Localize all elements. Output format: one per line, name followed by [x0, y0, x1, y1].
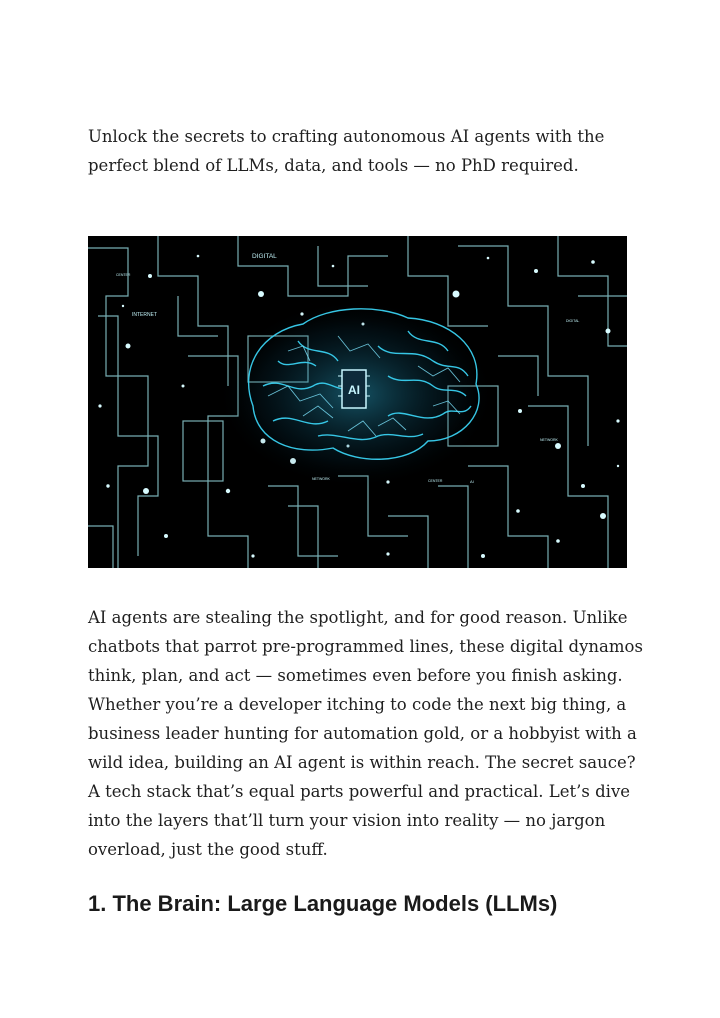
article-body: AI agents are stealing the spotlight, and for good reason. Unlike chatbots that parrot pre-programmed lines, these digital dynamos think, plan, and act — sometimes even before you finish asking. Whether you’re a developer itching to code the next big thing, a business leader hunting for automation gold, or a hobbyist with a wild idea, building an AI agent is within reach. The secret sauce? A tech stack that’s equal parts powerful and practical. Let’s dive into the layers that’ll turn your vision into reality — no jargon overload, just the good stuff. [88, 608, 643, 859]
label-right-ai: AI [470, 479, 474, 484]
label-internet: INTERNET [132, 312, 157, 318]
label-network: NETWORK [312, 477, 330, 481]
label-center-left: CENTER [116, 273, 131, 277]
article-intro: Unlock the secrets to crafting autonomous AI agents with the perfect blend of LLMs, data, and tools — no PhD required. [88, 127, 605, 175]
label-center: CENTER [428, 479, 443, 483]
label-far-right: DIGITAL [566, 319, 580, 323]
label-right-network: NETWORK [540, 438, 558, 442]
label-digital: DIGITAL [252, 253, 277, 260]
hero-image [88, 236, 627, 568]
hero-illustration [88, 236, 627, 568]
ai-chip [338, 370, 370, 408]
section-heading: 1. The Brain: Large Language Models (LLMs) [88, 891, 558, 916]
chip-label: AI [348, 383, 360, 397]
